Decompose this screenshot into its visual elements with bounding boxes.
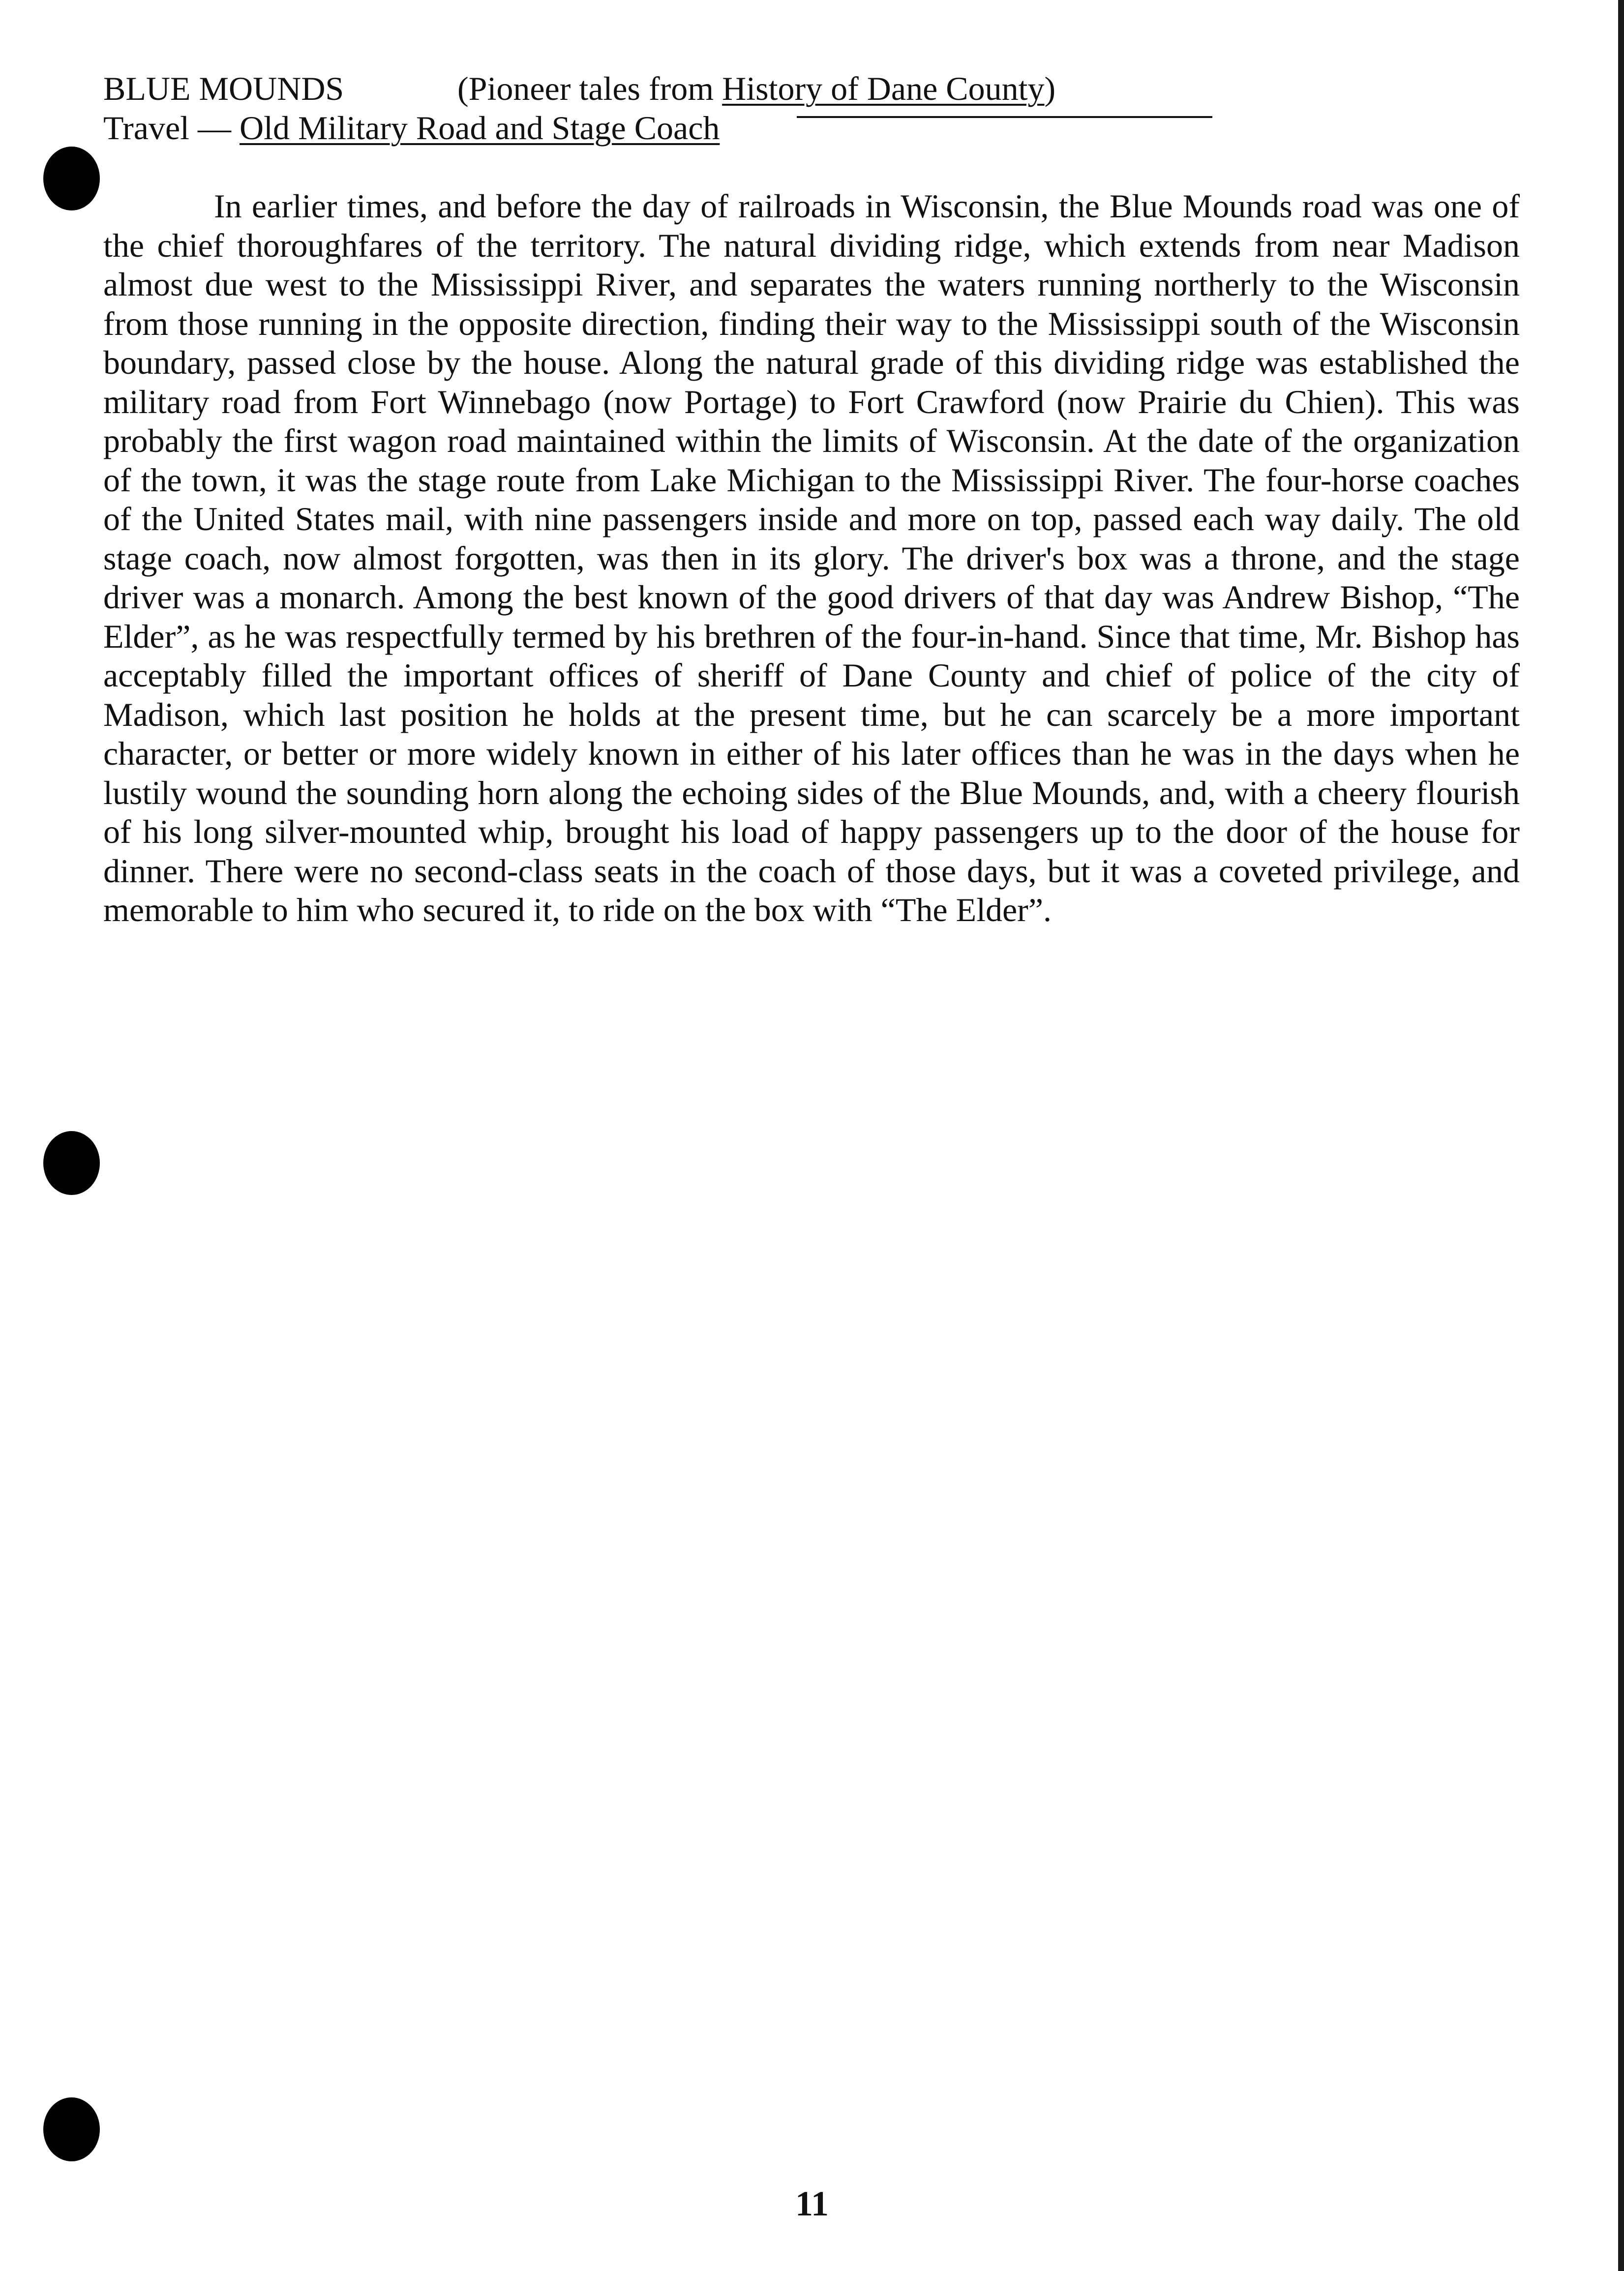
header-subject-line <box>103 108 1234 148</box>
punch-hole-middle <box>43 1131 100 1195</box>
subject-topic: Old Military Road and Stage Coach <box>240 109 720 147</box>
document-header <box>103 69 1234 148</box>
header-title-line <box>103 69 1234 108</box>
punch-hole-bottom <box>43 2097 100 2161</box>
scan-page-edge <box>1618 0 1624 2271</box>
body-paragraph: In earlier times, and before the day of railroads in Wisconsin, the Blue Mounds road was one of the chief thoroughfares of the territory. The natural dividing ridge, which extends from near Madison almost due west to the Mississippi River, and separates the waters running northerly to the Wisconsin from those running in the opposite direction, finding their way to the Mississippi south of the Wisconsin boundary, passed close by the house. Along the natural grade of this dividing ridge was established the military road from Fort Winnebago (now Portage) to Fort Crawford (now Prairie du Chien). This was probably the first wagon road maintained within the limits of Wisconsin. At the date of the organization of the town, it was the stage route from Lake Michigan to the Mississippi River. The four-horse coaches of the United States mail, with nine passengers inside and more on top, passed each way daily. The old stage coach, now almost forgotten, was then in its glory. The driver's box was a throne, and the stage driver was a monarch. Among the best known of the good drivers of that day was Andrew Bishop, “The Elder”, as he was respectfully termed by his brethren of the four-in-hand. Since that time, Mr. Bishop has acceptably filled the important offices of sheriff of Dane County and chief of police of the city of Madison, which last position he holds at the present time, but he can scarcely be a more important character, or better or more widely known in either of his later offices than he was in the days when he lustily wound the sounding horn along the echoing sides of the Blue Mounds, and, with a cheery flourish of his long silver-mounted whip, brought his load of happy passengers up to the door of the house for dinner. There were no second-class seats in the coach of those days, but it was a coveted privilege, and memorable to him who secured it, to ride on the box with “The Elder”. <box>103 187 1520 928</box>
punch-hole-top <box>43 147 100 210</box>
header-rule <box>797 116 1212 118</box>
source-suffix: ) <box>1044 70 1056 107</box>
place-title: BLUE MOUNDS <box>103 70 344 107</box>
source-book-title: History of Dane County <box>722 70 1045 107</box>
source-prefix: (Pioneer tales from <box>457 70 722 107</box>
subject-prefix: Travel — <box>103 109 240 147</box>
page-number: 11 <box>795 2184 829 2223</box>
